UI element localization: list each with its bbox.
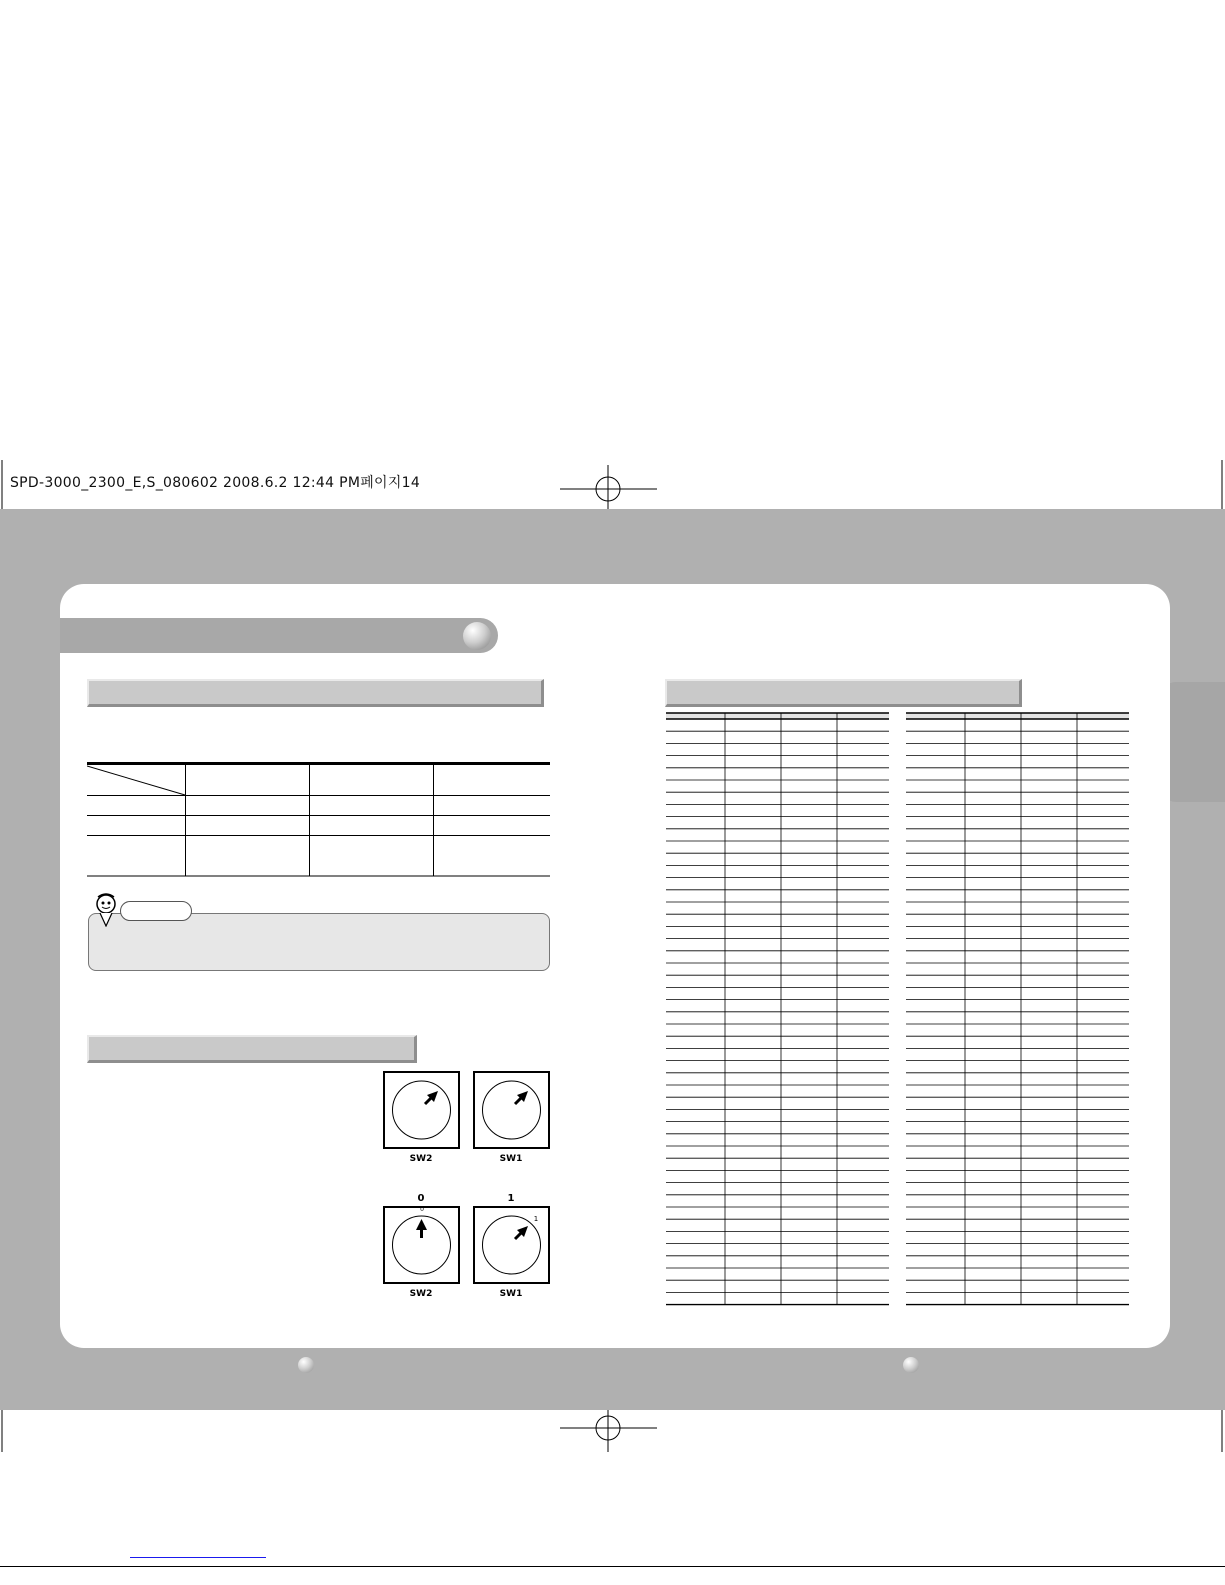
note-box [88, 913, 550, 971]
address-table-1 [666, 713, 889, 1305]
rotary-switch-pair-bottom [383, 1206, 553, 1286]
page-number-ball-left-icon [298, 1357, 314, 1373]
page-number-ball-right-icon [903, 1357, 919, 1373]
address-table-header [666, 713, 889, 719]
address-table-header [906, 713, 1129, 719]
address-tables [660, 708, 1135, 1310]
switch-label-sw2-bottom: SW2 [409, 1289, 433, 1299]
heading-ball-icon [463, 622, 491, 650]
switch-sw1-dial [483, 1216, 541, 1274]
note-tag [120, 901, 192, 921]
page-heading-bar [60, 618, 498, 653]
registration-target-top [560, 465, 657, 513]
bottom-rule [0, 1566, 1225, 1567]
switch-sw2-dial [393, 1081, 451, 1139]
print-slug: SPD-3000_2300_E,S_080602 2008.6.2 12:44 PM페이지14 [10, 475, 421, 491]
section-header-right [665, 679, 1022, 707]
link-underline [130, 1557, 266, 1558]
address-table-2 [906, 713, 1129, 1305]
switch-sw1-dial [483, 1081, 541, 1139]
switch-label-sw2-top: SW2 [409, 1154, 433, 1164]
switch-label-sw1-bottom: SW1 [499, 1289, 523, 1299]
table-top-rule [87, 762, 550, 765]
table-diagonal-header [87, 766, 185, 795]
switch-label-sw1-top: SW1 [499, 1154, 523, 1164]
section-header-left-1 [87, 679, 544, 707]
registration-target-bottom [560, 1405, 657, 1452]
switch-value-sw1: 1 [507, 1193, 515, 1204]
switch-sw2-tick: 0 [420, 1206, 424, 1213]
settings-table [87, 762, 552, 880]
rotary-switch-pair-top [383, 1071, 553, 1151]
switch-value-sw2: 0 [417, 1193, 425, 1204]
note-character-icon [92, 893, 122, 927]
section-header-left-2 [87, 1035, 417, 1063]
switch-sw1-tick: 1 [533, 1215, 539, 1223]
